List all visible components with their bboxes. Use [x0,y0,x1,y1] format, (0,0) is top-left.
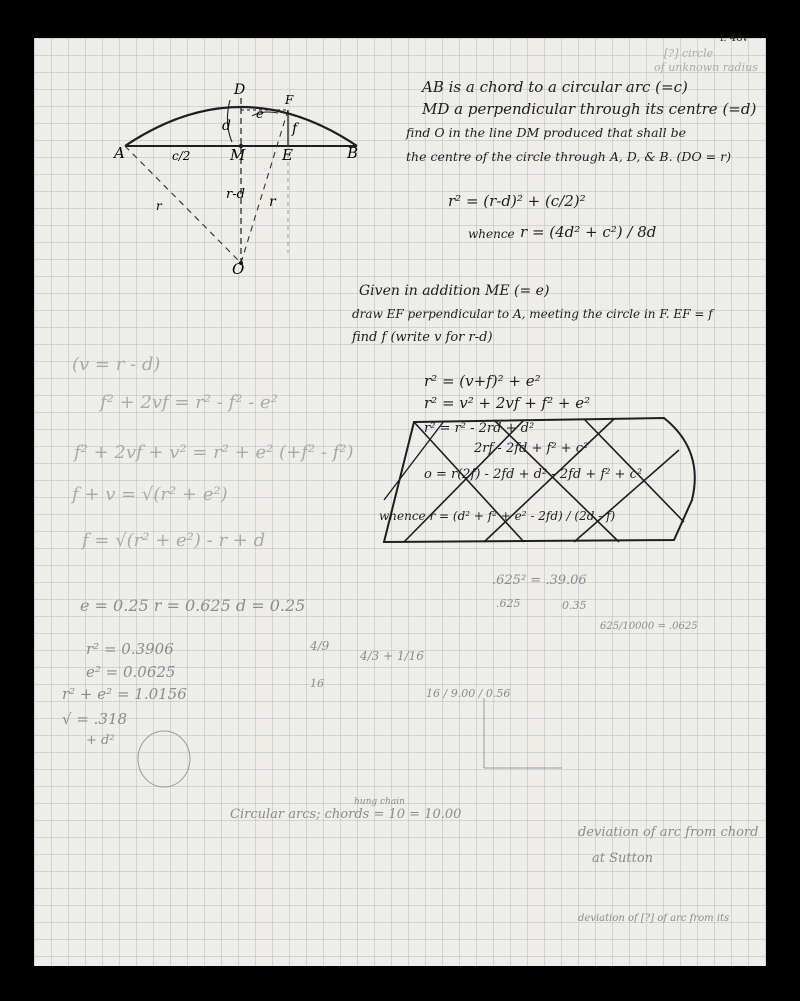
label-b: B [347,144,359,162]
left-eq-2: f² + 2vf = r² - f² - e² [100,392,278,413]
left-eq-1: (v = r - d) [72,354,161,375]
pencil-row-3: r² + e² = 1.0156 [62,685,187,703]
pencil-bottom-head: hung chain [354,797,405,807]
description-line-4: the centre of the circle through A, D, & B. (DO = r) [406,149,731,164]
given-line-1: Given in addition ME (= e) [359,283,550,299]
pencil-circle [134,728,194,790]
left-eq-5: f = √(r² + e²) - r + d [82,530,266,551]
given-line-2: draw EF perpendicular to A, meeting the circle in F. EF = f [352,307,713,321]
label-r-left: r [156,199,162,213]
label-r-right: r [269,194,276,210]
manuscript-sheet [34,33,766,966]
equation-r-squared: r² = (r-d)² + (c/2)² [448,192,586,210]
top-right-note-2: of unknown radius [654,61,758,74]
label-d-len: d [222,118,231,134]
pencil-note-2: at Sutton [592,851,654,866]
pencil-extra: + d² [86,733,115,748]
pencil-row-4: √ = .318 [62,710,128,728]
pencil-note-1: deviation of arc from chord [578,825,759,840]
label-f-point: F [285,93,294,107]
equation-vf-2: r² = v² + 2vf + f² + e² [424,394,591,412]
pencil-sketch-axes [474,698,564,778]
equation-whence-label: whence [468,227,515,241]
radius-fo [241,110,288,263]
circle-chord-diagram [34,38,374,283]
folio-number: f. 48v [720,33,749,44]
boxed-line-3: o = r(2f) - 2fd + d² - 2fd + f² + c² [424,467,643,482]
boxed-line-4: whence r = (d² + f² + e² - 2fd) / (2d - f) [379,509,616,523]
pencil-right-1: .625² = .39.06 [492,573,587,588]
boxed-line-2: 2rf - 2fd + f² + c² [474,441,589,456]
label-e-len: e [256,107,264,122]
given-line-3: find f (write v for r-d) [352,330,493,345]
pencil-middle-3: 4/3 + 1/16 [360,649,424,663]
left-eq-4: f + v = √(r² + e²) [72,484,228,505]
top-right-note-1: [?] circle [664,47,714,60]
description-line-1: AB is a chord to a circular arc (=c) [422,78,688,96]
label-c-half: c/2 [172,149,191,163]
label-m: M [230,146,246,164]
label-o: O [232,260,245,278]
description-line-3: find O in the line DM produced that shall be [406,125,686,140]
pencil-bottom-line: Circular arcs; chords = 10 = 10.00 [230,807,462,822]
pencil-fraction: 16 / 9.00 / 0.56 [426,687,511,700]
pencil-right-4: 625/10000 = .0625 [600,621,698,632]
description-line-2: MD a perpendicular through its centre (=d) [422,100,757,118]
label-e: E [282,146,293,164]
pencil-middle-1: 4/9 [310,639,330,653]
pencil-right-3: 0.35 [562,599,587,612]
left-eq-3: f² + 2vf + v² = r² + e² (+f² - f²) [74,442,354,463]
label-a: A [114,144,125,162]
pencil-values-line: e = 0.25 r = 0.625 d = 0.25 [80,596,306,615]
label-d: D [234,82,246,98]
equation-vf-1: r² = (v+f)² + e² [424,372,541,390]
pencil-row-2: e² = 0.0625 [86,663,176,681]
label-f-len: f [292,121,298,137]
radius-ao [125,146,241,263]
boxed-line-1: r² = r² - 2rd + d² [424,421,535,436]
pencil-note-3: deviation of [?] of arc from its [578,913,730,924]
label-r-minus-d: r-d [226,187,245,202]
pencil-middle-2: 16 [310,677,324,690]
pencil-row-1: r² = 0.3906 [86,640,174,658]
equation-r-formula: r = (4d² + c²) / 8d [520,223,657,241]
pencil-right-2: .625 [496,597,521,610]
